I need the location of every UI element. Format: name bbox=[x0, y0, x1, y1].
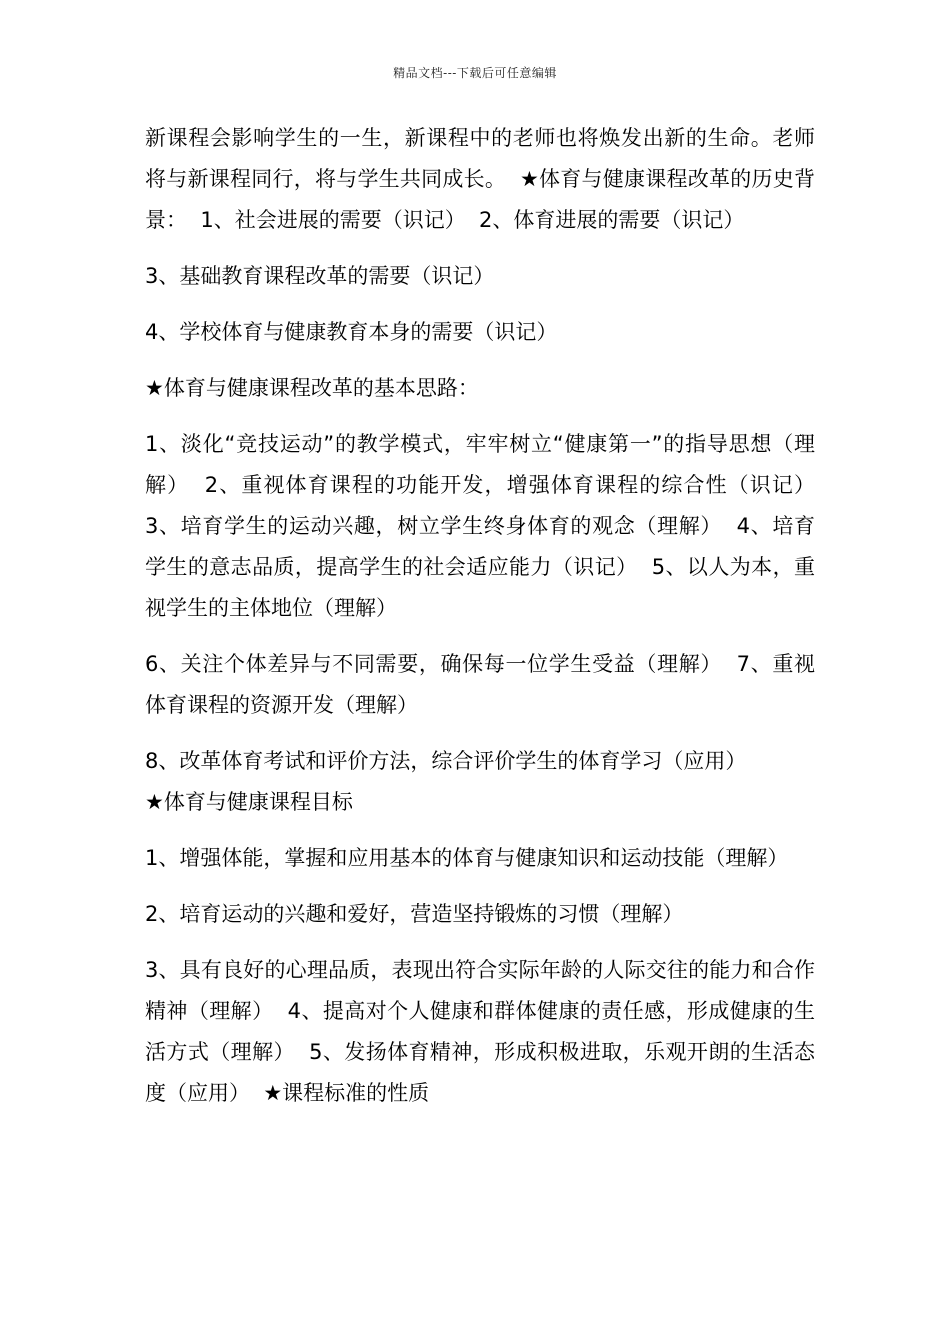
paragraph-individual-differences: 6、关注个体差异与不同需要，确保每一位学生受益（理解） 7、重视体育课程的资源开发（理解） bbox=[145, 652, 815, 717]
page-header: 精品文档---下载后可任意编辑 bbox=[393, 66, 557, 80]
paragraph-school-need: 4、学校体育与健康教育本身的需要（识记） bbox=[145, 320, 558, 344]
paragraph-goal-interest: 2、培育运动的兴趣和爱好，营造坚持锻炼的习惯（理解） bbox=[145, 902, 684, 926]
section-heading-course-goals: ★体育与健康课程目标 bbox=[145, 790, 353, 814]
paragraph-intro: 新课程会影响学生的一生，新课程中的老师也将焕发出新的生命。老师将与新课程同行，将与学生共同成长。 ★体育与健康课程改革的历史背景： 1、社会进展的需要（识记） 2、体育进展的需要（识记） bbox=[145, 126, 815, 232]
paragraph-goal-fitness: 1、增强体能，掌握和应用基本的体育与健康知识和运动技能（理解） bbox=[145, 846, 789, 870]
paragraph-goal-psychology: 3、具有良好的心理品质，表现出符合实际年龄的人际交往的能力和合作精神（理解） 4、提高对个人健康和群体健康的责任感，形成健康的生活方式（理解） 5、发扬体育精神，形成积极进取，乐观开朗的生活态度（应用） ★课程标准的性质 bbox=[145, 958, 815, 1105]
section-heading-basic-ideas: ★体育与健康课程改革的基本思路： bbox=[145, 376, 479, 400]
document-body bbox=[145, 118, 829, 1129]
paragraph-reform-need: 3、基础教育课程改革的需要（识记） bbox=[145, 264, 495, 288]
paragraph-evaluation-reform: 8、改革体育考试和评价方法，综合评价学生的体育学习（应用） bbox=[145, 749, 747, 773]
paragraph-basic-ideas: 1、淡化“竞技运动”的教学模式，牢牢树立“健康第一”的指导思想（理解） 2、重视体育课程的功能开发，增强体育课程的综合性（识记） 3、培育学生的运动兴趣，树立学生终身体育的观念（理解） 4、培育学生的意志品质，提高学生的社会适应能力（识记） 5、以人为本，重视学生的主体地位（理解） bbox=[145, 432, 829, 620]
